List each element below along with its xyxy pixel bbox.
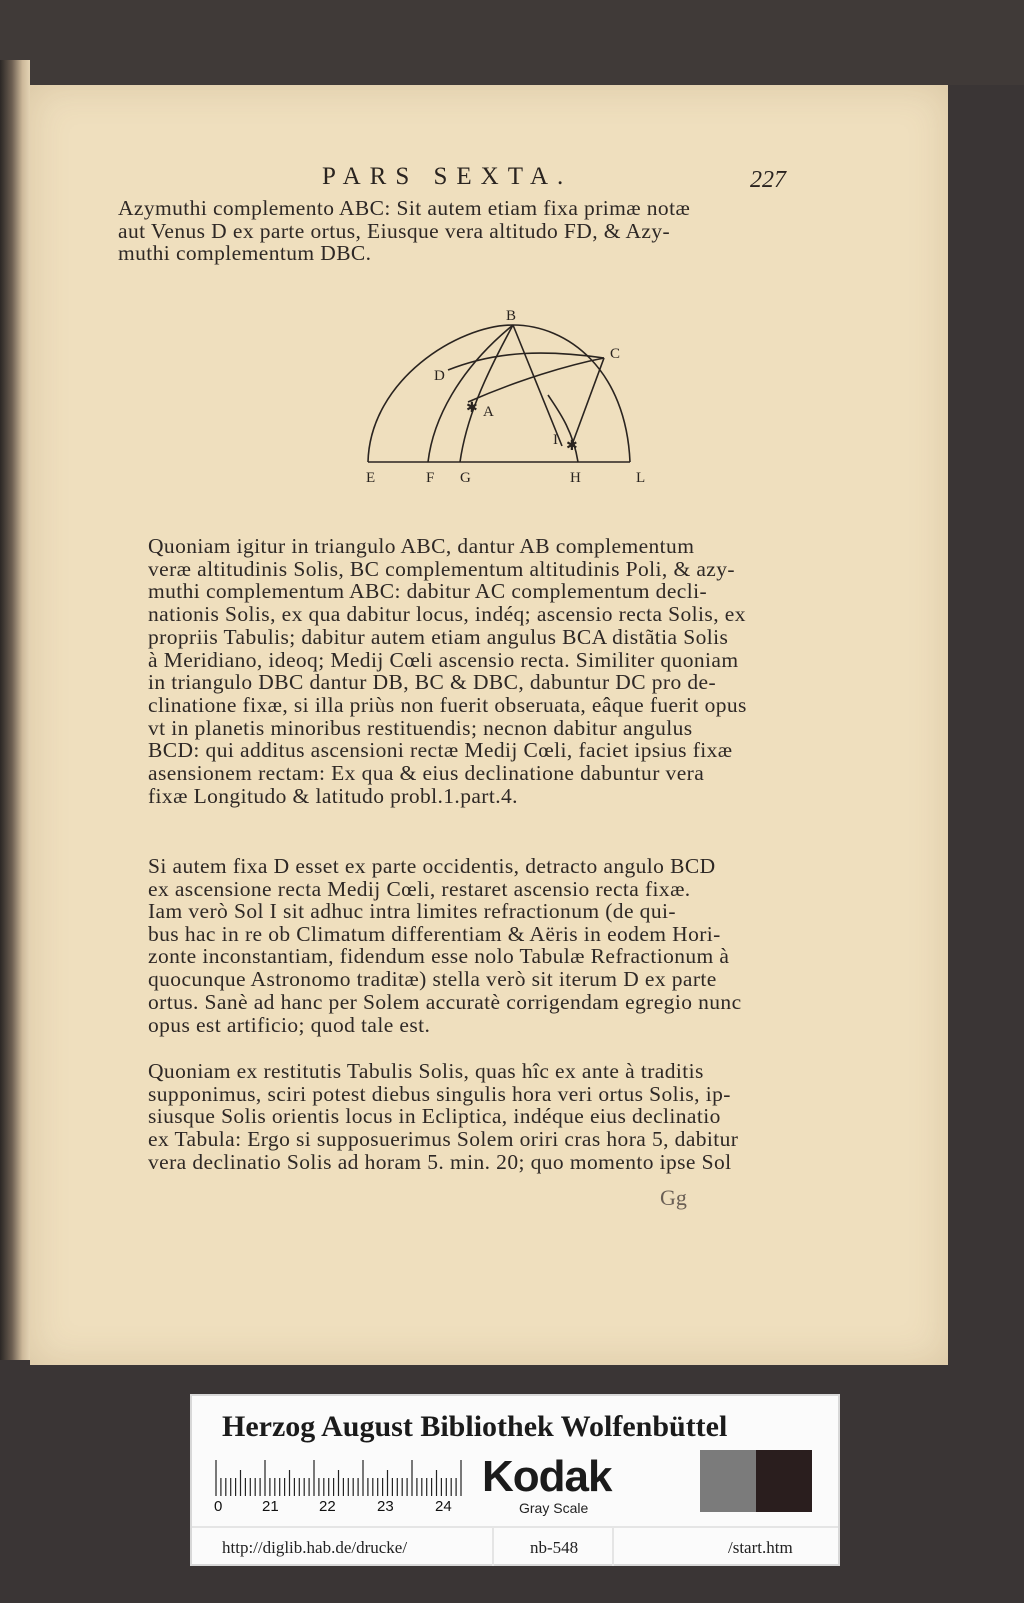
text-line: ex Tabula: Ergo si supposuerimus Solem oriri cras hora 5, dabitur [148, 1127, 739, 1152]
text-line: ortus. Sanè ad hanc per Solem accuratè corrigendam egregio nunc [148, 989, 742, 1014]
url-right: /start.htm [728, 1538, 793, 1557]
catchword: Gg [660, 1185, 687, 1210]
label-h: H [570, 470, 581, 486]
label-f: F [426, 470, 435, 486]
paragraph-4 [118, 1060, 840, 1174]
text-line: siusque Solis orientis locus in Ecliptica, indéque eius declinatio [148, 1104, 721, 1129]
label-c: C [610, 346, 621, 362]
text-line: zonte inconstantiam, fidendum esse nolo Tabulæ Refractionum à [148, 944, 730, 969]
black-swatch [756, 1450, 812, 1512]
ruler-scale [214, 1456, 464, 1496]
vertical-circle-d [428, 325, 513, 462]
text-line: fixæ Longitudo & latitudo probl.1.part.4. [148, 783, 518, 808]
text-line: propriis Tabulis; dabitur autem etiam angulus BCA distãtia Solis [148, 624, 729, 649]
text-line: à Meridiano, ideoq; Medij Cœli ascensio recta. Similiter quoniam [148, 647, 739, 672]
gray-swatch [700, 1450, 756, 1512]
text-line: veræ altitudinis Solis, BC complementum altitudinis Poli, & azy- [148, 556, 735, 581]
label-b: B [506, 310, 517, 324]
label-g: G [460, 470, 471, 486]
text-line: in triangulo DBC dantur DB, BC & DBC, dabuntur DC pro de- [148, 670, 717, 695]
divider [612, 1528, 614, 1566]
star-i-marker: ✱ [566, 439, 578, 454]
paragraph-3 [118, 900, 840, 1036]
ruler-number: 22 [319, 1498, 336, 1515]
ruler-number: 21 [262, 1498, 279, 1515]
text-line: nationis Solis, ex qua dabitur locus, indéq; ascensio recta Solis, ex [148, 602, 746, 627]
text-line: ex ascensione recta Medij Cœli, restaret ascensio recta fixæ. [148, 876, 691, 901]
gray-scale-label: Gray Scale [519, 1500, 589, 1516]
scan-background-top [0, 0, 1024, 85]
card-footer [192, 1526, 838, 1566]
page-number: 227 [750, 167, 786, 193]
text-line: Quoniam igitur in triangulo ABC, dantur AB complementum [148, 534, 695, 558]
star-a-marker: ✱ [466, 401, 478, 416]
book-page [30, 85, 948, 1365]
url-left: http://diglib.hab.de/drucke/ [222, 1538, 408, 1557]
text-line: bus hac in re ob Climatum differentiam & Aëris in eodem Hori- [148, 921, 721, 946]
astronomical-diagram [348, 310, 678, 500]
text-line: Iam verò Sol I sit adhuc intra limites refractionum (de qui- [148, 899, 676, 923]
url-mid: nb-548 [530, 1538, 579, 1557]
text-line: asensionem rectam: Ex qua & eius declinatione dabuntur vera [148, 761, 705, 786]
text-line: quocunque Astronomo traditæ) stella verò sit iterum D ex parte [148, 967, 717, 992]
intro-paragraph [118, 197, 840, 265]
ruler-number: 0 [214, 1498, 223, 1515]
label-l: L [636, 470, 646, 486]
paragraph-1 [118, 535, 840, 807]
text-line: Azymuthi complemento ABC: Sit autem etiam fixa primæ notæ [118, 196, 691, 220]
text-line: muthi complementum DBC. [118, 241, 372, 266]
text-line: opus est artificio; quod tale est. [148, 1012, 431, 1037]
book-spine-edge [0, 60, 30, 1360]
divider [492, 1528, 494, 1566]
text-line: clinatione fixæ, si illa priùs non fuerit obseruata, eâque fuerit opus [148, 692, 747, 717]
ruler-number: 23 [377, 1498, 394, 1515]
text-line: Quoniam ex restitutis Tabulis Solis, quas hîc ex ante à traditis [148, 1059, 704, 1083]
label-a: A [483, 404, 494, 420]
text-line: vt in planetis minoribus restituendis; necnon dabitur angulus [148, 715, 693, 740]
text-line: muthi complementum ABC: dabitur AC complementum decli- [148, 579, 708, 604]
label-e: E [366, 470, 376, 486]
paragraph-2 [118, 855, 840, 900]
color-calibration-card [190, 1394, 840, 1566]
running-title: PARS SEXTA. [322, 163, 573, 190]
line-b-i [513, 325, 562, 446]
label-d: D [434, 368, 445, 384]
ruler-number: 24 [435, 1498, 452, 1515]
text-line: BCD: qui additus ascensioni rectæ Medij Cœli, faciet ipsius fixæ [148, 738, 733, 763]
line-c-i [573, 358, 604, 442]
text-line: vera declinatio Solis ad horam 5. min. 20; quo momento ipse Sol [148, 1149, 732, 1174]
text-line: Si autem fixa D esset ex parte occidentis, detracto angulo BCD [148, 854, 716, 878]
label-i: I [553, 432, 558, 448]
text-line: aut Venus D ex parte ortus, Eiusque vera altitudo FD, & Azy- [118, 218, 671, 243]
kodak-logo: Kodak [482, 1452, 612, 1501]
text-line: supponimus, sciri potest diebus singulis hora veri ortus Solis, ip- [148, 1081, 731, 1106]
library-name: Herzog August Bibliothek Wolfenbüttel [222, 1410, 728, 1443]
